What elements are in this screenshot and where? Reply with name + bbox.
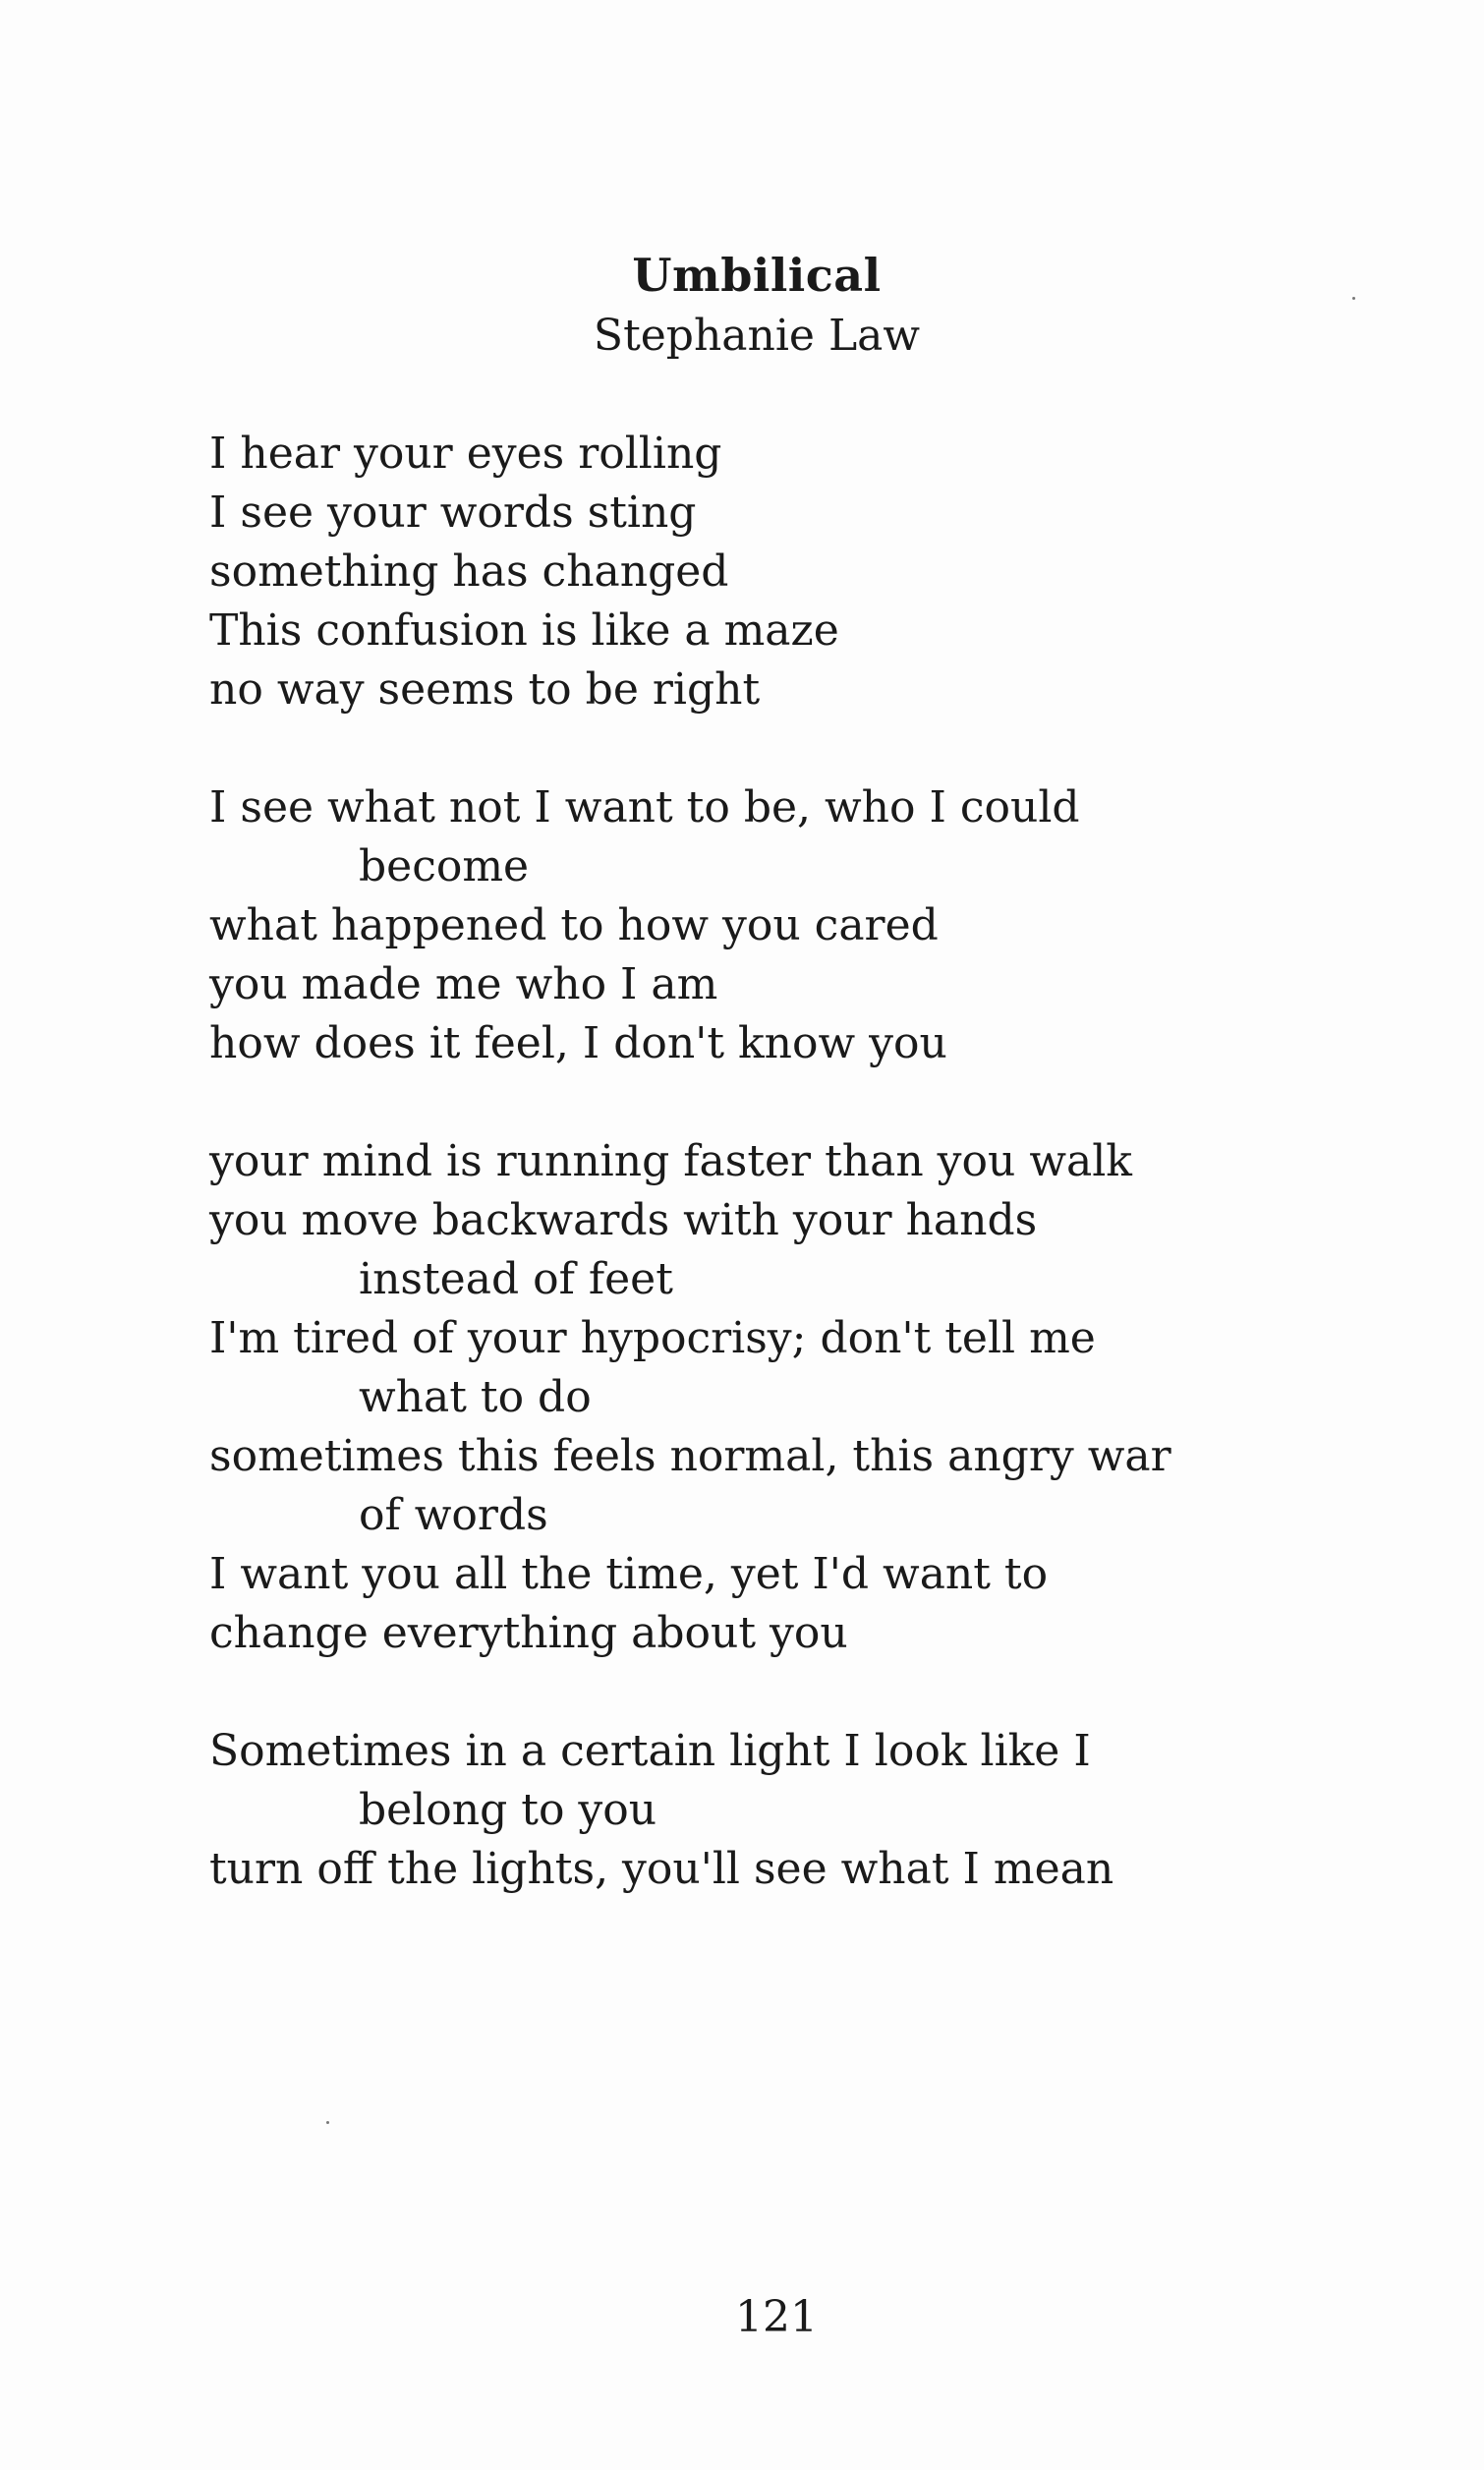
poem-line-continuation: of words (359, 1490, 548, 1540)
poem-line: no way seems to be right (209, 664, 761, 715)
poem-line: I want you all the time, yet I'd want to (209, 1549, 1049, 1599)
poem-line: you made me who I am (209, 959, 718, 1009)
poem-line: turn off the lights, you'll see what I mean (209, 1844, 1114, 1894)
stanza-3 (209, 1132, 1389, 1663)
page-number: 121 (735, 2292, 818, 2342)
poem-line-continuation: belong to you (359, 1785, 657, 1835)
poem-title: Umbilical (632, 249, 882, 302)
poem-line: something has changed (209, 546, 729, 597)
poem-line: you move backwards with your hands (209, 1195, 1038, 1245)
stanza-2 (209, 778, 1389, 1073)
paper-speck (326, 2121, 329, 2124)
paper-speck (1352, 297, 1355, 300)
poem-line-continuation: what to do (359, 1372, 592, 1422)
poem-line: I see what not I want to be, who I could (209, 782, 1080, 833)
poem-line: This confusion is like a maze (209, 605, 839, 656)
stanza-4 (209, 1722, 1389, 1899)
poem-line: I'm tired of your hypocrisy; don't tell me (209, 1313, 1096, 1363)
poem-line: Sometimes in a certain light I look like I (209, 1726, 1091, 1776)
stanza-1 (209, 425, 1389, 719)
poem-line: how does it feel, I don't know you (209, 1018, 947, 1068)
poem-line: what happened to how you cared (209, 900, 939, 950)
poem-line: sometimes this feels normal, this angry war (209, 1431, 1171, 1481)
poem-line: I see your words sting (209, 488, 697, 538)
poem-line-continuation: become (359, 841, 530, 891)
poem-line: your mind is running faster than you walk (209, 1136, 1132, 1186)
poem-author: Stephanie Law (593, 311, 921, 361)
poem-line: I hear your eyes rolling (209, 429, 722, 479)
poem-line: change everything about you (209, 1608, 848, 1658)
poem-body (209, 425, 1389, 1899)
poem-line-continuation: instead of feet (359, 1254, 673, 1304)
